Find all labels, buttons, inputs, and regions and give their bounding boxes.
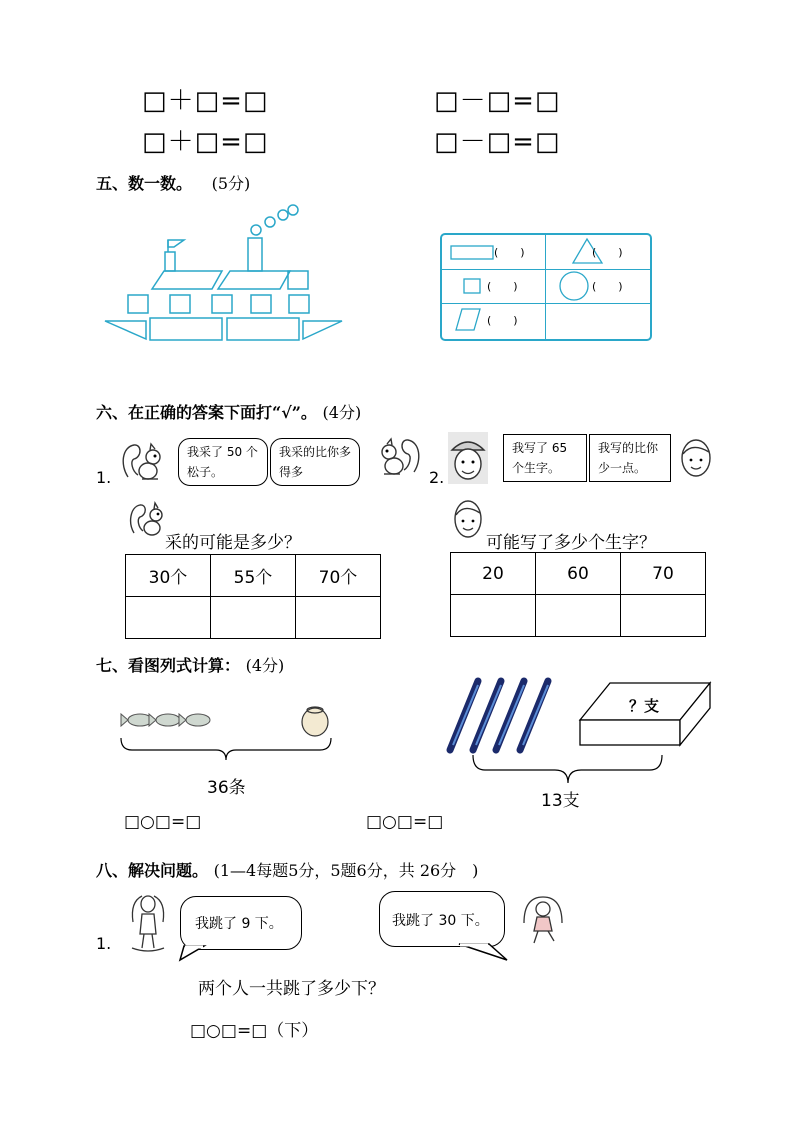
answer-check-cell[interactable] [126, 597, 211, 639]
ship-roof-parallelogram [218, 271, 290, 289]
ship-smoke-circle [251, 225, 261, 235]
speech-bubble-right: 我写的比你少一点。 [589, 434, 671, 482]
squirrel-icon [120, 435, 166, 485]
section7-heading [96, 653, 284, 676]
ship-hull-rect [150, 318, 222, 340]
square-shape-icon [464, 279, 480, 293]
ship-hull-triangle [105, 321, 146, 339]
parallelogram-shape-icon [456, 309, 480, 330]
answer-option: 30个 [126, 555, 211, 597]
ship-mast-box [165, 252, 175, 271]
answer-table-2 [450, 552, 706, 637]
circle-count-blank[interactable]: ( ) [592, 280, 623, 293]
bubble-tail [178, 940, 208, 964]
question-text: 采的可能是多少？ [165, 533, 301, 553]
equation-sub-2: □－□=□ [434, 127, 561, 157]
answer-option: 55个 [211, 555, 296, 597]
bubble-tail [455, 938, 515, 964]
fish-total-label: 36条 [207, 778, 246, 798]
ship-flag [168, 240, 184, 247]
shape-count-grid [440, 233, 652, 341]
fish-icon [149, 714, 180, 726]
question-text: 可能写了多少个生字？ [486, 533, 656, 553]
answer-option: 20 [451, 553, 536, 595]
section8-heading [96, 858, 478, 881]
question-text: 两个人一共跳了多少下？ [198, 979, 385, 999]
answer-check-cell[interactable] [296, 597, 381, 639]
question-number: 1. [96, 934, 112, 953]
answer-table-1 [125, 554, 381, 639]
squirrel-icon [376, 430, 422, 480]
ship-window-square [128, 295, 148, 313]
bubble-text: 我跳了 9 下。 [195, 916, 283, 932]
ship-chimney [248, 238, 262, 271]
fishbowl-icon [302, 707, 328, 736]
square-count-blank[interactable]: ( ) [487, 280, 518, 293]
section6-points: (4分) [322, 403, 362, 422]
ship-smoke-circle [265, 217, 275, 227]
ship-roof-parallelogram [152, 271, 222, 289]
ship-hull-rect [227, 318, 299, 340]
girl-face-icon [452, 497, 484, 541]
rectangle-shape-icon [451, 246, 493, 259]
section5-heading [96, 171, 250, 194]
rectangle-count-blank[interactable]: ( ) [494, 246, 525, 259]
equation-sub-1: □－□=□ [434, 86, 561, 116]
section5-title: 五、数一数。 [96, 174, 193, 193]
parallelogram-count-blank[interactable]: ( ) [487, 314, 518, 327]
speech-bubble-left: 我写了 65 个生字。 [503, 434, 587, 482]
question-number: 2. [429, 468, 445, 487]
answer-check-cell[interactable] [451, 595, 536, 637]
girl-jumping-rope-icon [520, 895, 566, 947]
ship-hull-triangle [303, 321, 342, 339]
boy-face-icon [448, 432, 488, 484]
answer-option: 70 [621, 553, 706, 595]
section5-points: (5分) [211, 174, 251, 193]
fish-icon [121, 714, 152, 726]
answer-check-cell[interactable] [211, 597, 296, 639]
fish-icon [179, 714, 210, 726]
ship-window-square [170, 295, 190, 313]
pen-total-label: 13支 [541, 791, 580, 811]
answer-check-cell[interactable] [621, 595, 706, 637]
circle-shape-icon [560, 272, 588, 300]
ship-smoke-circle [278, 210, 288, 220]
ship-window-square [289, 295, 309, 313]
fish-figure [118, 700, 338, 770]
triangle-count-blank[interactable]: ( ) [592, 246, 623, 259]
equation-add-2: □＋□=□ [142, 127, 269, 157]
ship-figure [100, 200, 350, 350]
girl-jumping-icon [128, 892, 168, 954]
fish-brace [121, 738, 331, 760]
section8-title: 八、解决问题。 [96, 861, 209, 880]
section6-title: 六、在正确的答案下面打“√”。 [96, 403, 317, 422]
answer-template[interactable]: □○□=□（下） [190, 1021, 319, 1041]
speech-bubble-left: 我采了 50 个松子。 [178, 438, 268, 486]
box-label: ？支 [629, 697, 660, 715]
equation-template-2[interactable]: □○□=□ [366, 812, 444, 832]
section7-points: (4分) [245, 656, 285, 675]
answer-check-cell[interactable] [536, 595, 621, 637]
section6-heading [96, 400, 361, 423]
bubble-text: 我跳了 30 下。 [392, 913, 489, 929]
equation-add-1: □＋□=□ [142, 86, 269, 116]
answer-option: 70个 [296, 555, 381, 597]
ship-window-square [212, 295, 232, 313]
pen-box-figure [440, 675, 720, 785]
answer-option: 60 [536, 553, 621, 595]
question-number: 1. [96, 468, 112, 487]
equation-template-1[interactable]: □○□=□ [124, 812, 202, 832]
section7-title: 七、看图列式计算： [96, 656, 241, 675]
ship-smoke-circle [288, 205, 298, 215]
ship-roof-square [288, 271, 308, 289]
pen-brace [473, 755, 662, 783]
speech-bubble-right: 我采的比你多得多 [270, 438, 360, 486]
section8-points: (1—4每题5分，5题6分，共 26分 ) [213, 861, 479, 880]
ship-window-square [251, 295, 271, 313]
girl-face-icon [678, 436, 714, 480]
squirrel-icon [128, 495, 168, 541]
